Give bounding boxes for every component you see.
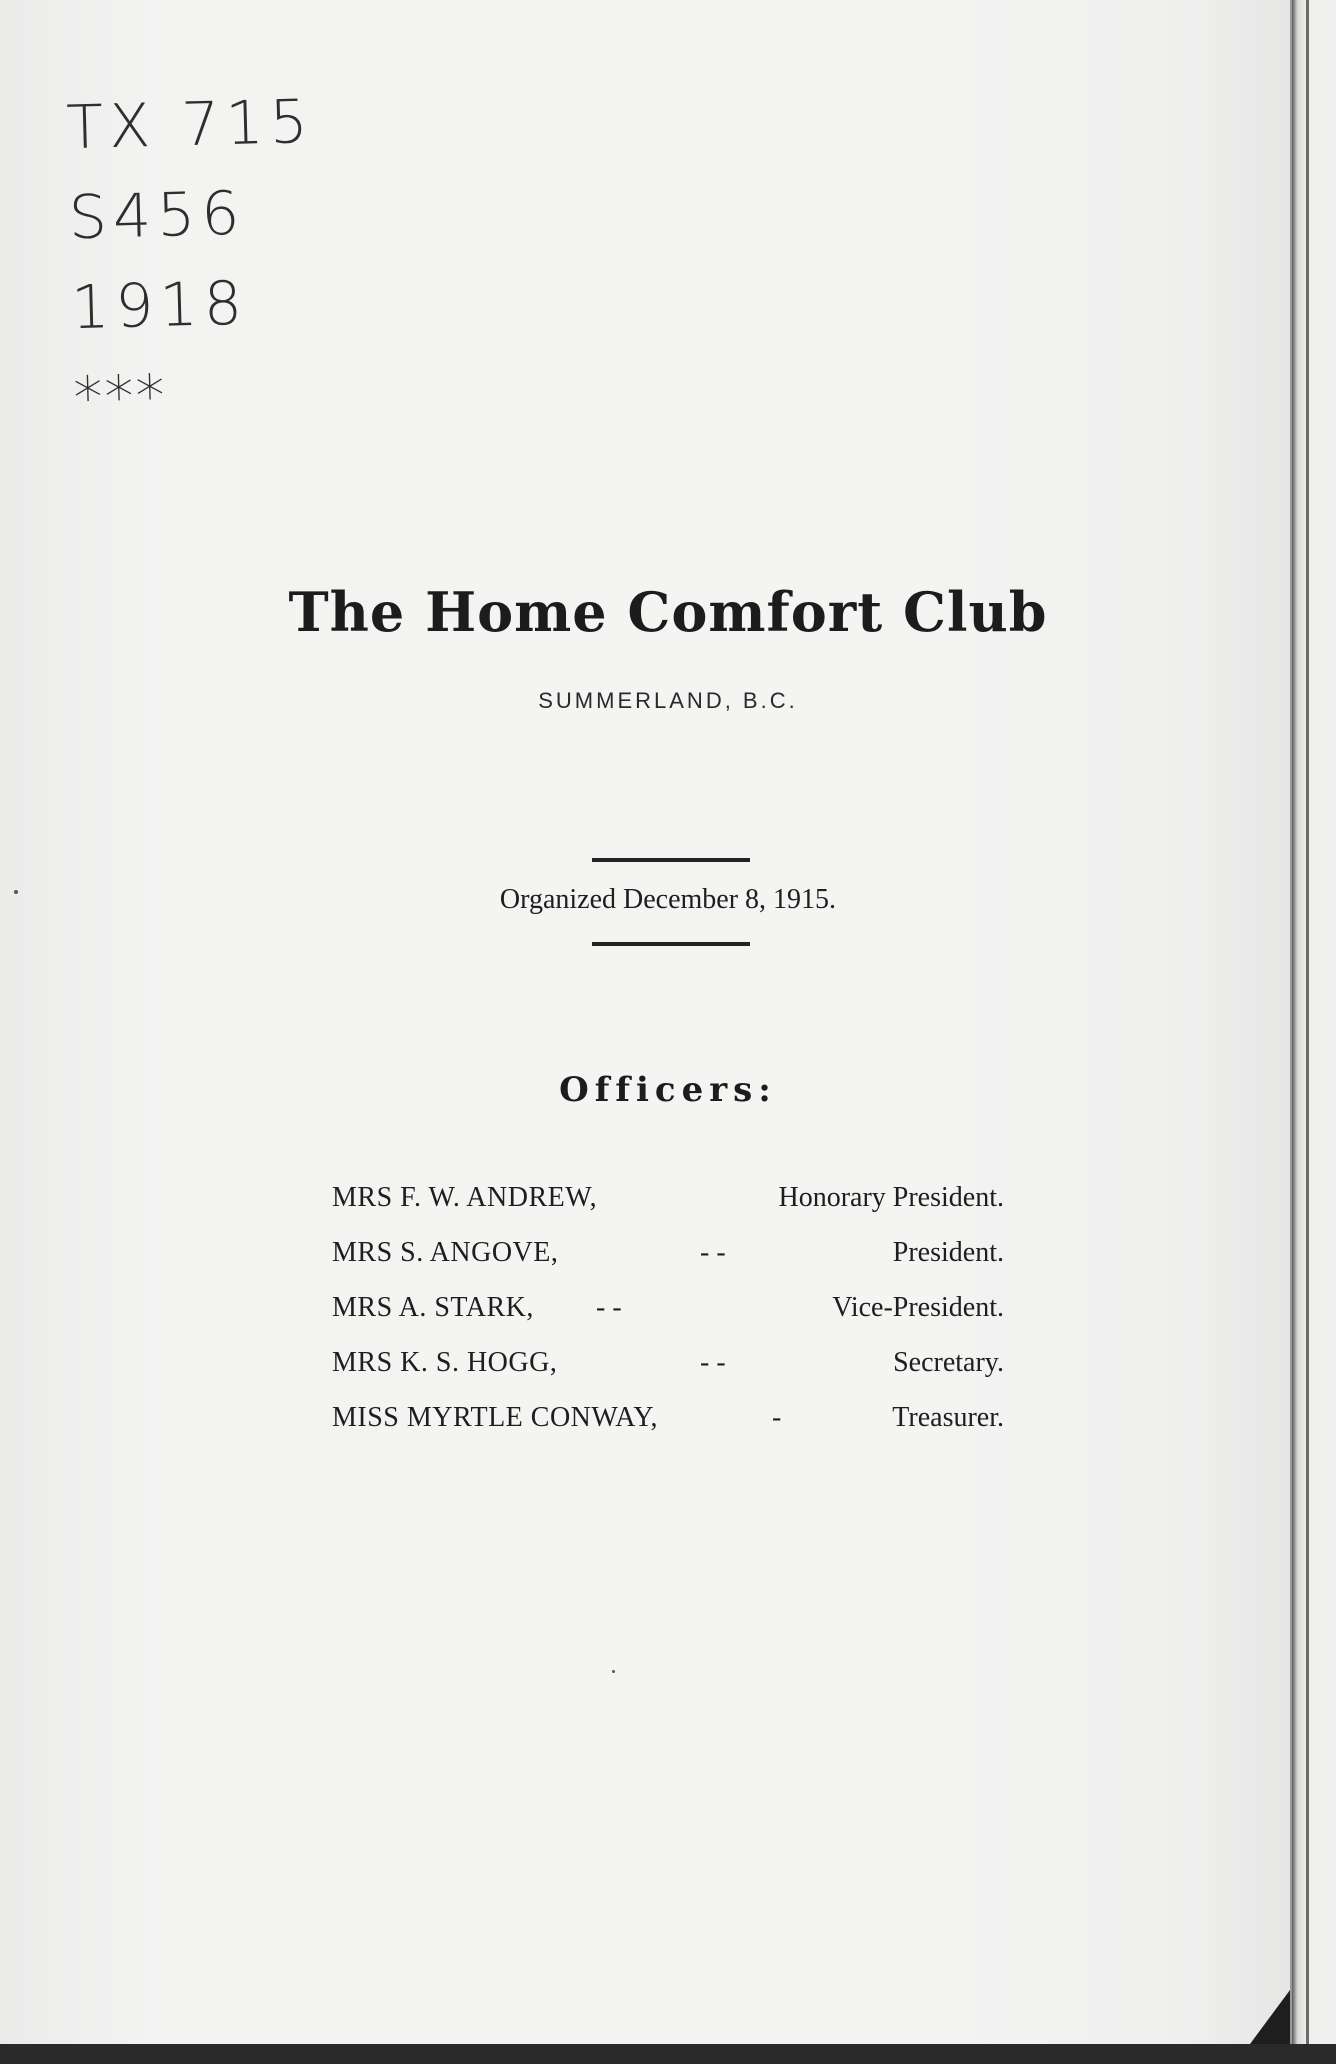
divider-rule-bottom (592, 942, 750, 946)
officers-heading: Officers: (559, 1070, 777, 1110)
officer-dashes: - (772, 1402, 782, 1433)
club-title: The Home Comfort Club (288, 580, 1048, 644)
page-corner-fold (1250, 1990, 1290, 2044)
officer-name: MISS MYRTLE CONWAY, (332, 1402, 658, 1433)
officer-row (332, 1225, 1004, 1280)
officer-row (332, 1390, 1004, 1445)
officer-row (332, 1280, 1004, 1335)
call-number-line-3: 1918 (70, 268, 249, 344)
organized-date: Organized December 8, 1915. (499, 884, 837, 915)
officer-name: MRS S. ANGOVE, (332, 1237, 559, 1268)
officer-name: MRS K. S. HOGG, (332, 1347, 558, 1378)
call-number-line-4: *** (72, 361, 168, 433)
divider-rule-top (592, 858, 750, 862)
officer-dashes: - - (700, 1347, 726, 1378)
officer-row (332, 1170, 1004, 1225)
call-number-line-2: S456 (67, 178, 247, 254)
officers-list (332, 1170, 1004, 1445)
paper-speck (14, 890, 18, 894)
officer-dashes: - - (596, 1292, 622, 1323)
officer-dashes: - - (700, 1237, 726, 1268)
club-location: SUMMERLAND, B.C. (538, 688, 798, 713)
call-number-line-1: TX 715 (65, 86, 315, 164)
page-gutter-edge (1292, 0, 1306, 2064)
officer-title: Treasurer. (892, 1402, 1004, 1433)
paper-speck (612, 1670, 615, 1673)
officer-row (332, 1335, 1004, 1390)
officer-title: Secretary. (893, 1347, 1004, 1378)
officer-title: President. (892, 1237, 1004, 1268)
officer-name: MRS F. W. ANDREW, (332, 1182, 598, 1213)
scan-bottom-border (0, 2044, 1336, 2064)
officer-name: MRS A. STARK, (332, 1292, 534, 1323)
handwritten-call-number (65, 77, 322, 443)
officer-title: Vice-President. (832, 1292, 1004, 1323)
next-page-edge (1306, 0, 1336, 2064)
officer-title: Honorary President. (778, 1182, 1004, 1213)
